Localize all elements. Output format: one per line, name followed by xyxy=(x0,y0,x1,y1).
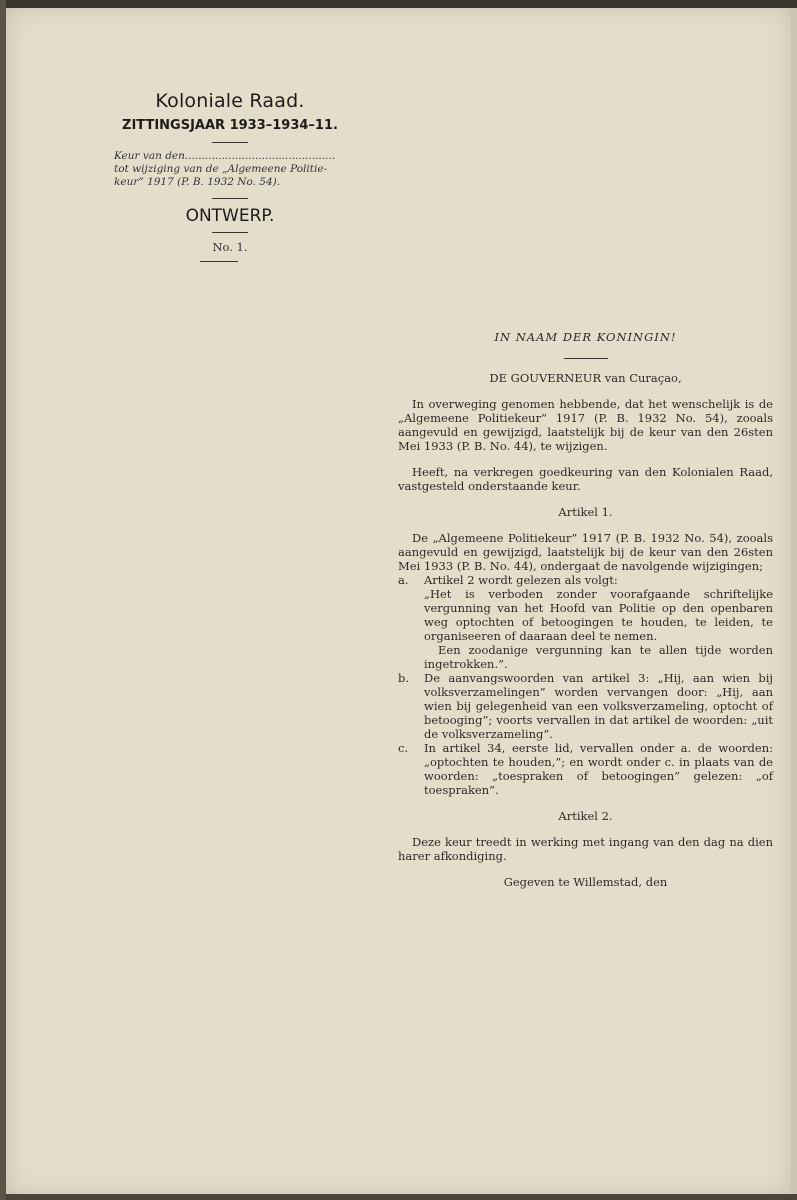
divider xyxy=(564,358,608,359)
document-title: Koloniale Raad. xyxy=(155,90,305,112)
session-year: ZITTINGSJAAR 1933–1934–11. xyxy=(122,118,338,133)
spacer xyxy=(398,863,773,875)
spacer xyxy=(398,453,773,465)
spacer xyxy=(398,385,773,397)
spacer xyxy=(398,493,773,505)
enactment-paragraph: Heeft, na verkregen goedkeuring van den Kolonialen Raad, vastgesteld onderstaande keur. xyxy=(398,465,773,493)
keur-description xyxy=(114,150,354,189)
article-2-text: Deze keur treedt in werking met ingang van den dag na dien harer afkondiging. xyxy=(398,835,773,863)
divider xyxy=(200,261,238,262)
keur-line: Keur van den............................................. xyxy=(114,150,336,162)
item-label: a. xyxy=(398,573,409,587)
spacer xyxy=(398,519,773,531)
keur-line: tot wijziging van de „Algemeene Politie- xyxy=(114,163,328,175)
keur-line: keur” 1917 (P. B. 1932 No. 54). xyxy=(114,176,281,188)
invocation: IN NAAM DER KONINGIN! xyxy=(494,330,677,344)
document-number: No. 1. xyxy=(212,240,248,254)
item-text: Artikel 2 wordt gelezen als volgt: xyxy=(424,573,618,587)
divider xyxy=(212,232,248,233)
article-2-heading: Artikel 2. xyxy=(558,809,613,823)
list-item xyxy=(398,573,773,587)
list-item xyxy=(398,671,773,741)
article-1-heading: Artikel 1. xyxy=(558,505,613,519)
governor-line: DE GOUVERNEUR van Curaçao, xyxy=(489,371,682,385)
signature-line: Gegeven te Willemstad, den xyxy=(503,875,668,889)
quoted-text: „Het is verboden zonder voorafgaande schriftelijke vergunning van het Hoofd van Politie op den openbaren weg optochten of betoogingen te houden, te leiden, te organiseeren of daaraan deel te nemen. xyxy=(424,587,773,643)
article-1-intro: De „Algemeene Politiekeur” 1917 (P. B. 1932 No. 54), zooals aangevuld en gewijzigd, laatstelijk bij de keur van den 26sten Mei 1933 (P. B. No. 44), ondergaat de navolgende wijzigingen; xyxy=(398,531,773,573)
draft-heading: ONTWERP. xyxy=(185,206,275,226)
item-text: In artikel 34, eerste lid, vervallen onder a. de woorden: „optochten te houden,”; en wordt onder c. in plaats van de woorden: „toespraken of betoogingen” gelezen: „of toespraken”. xyxy=(424,741,773,797)
spacer xyxy=(398,823,773,835)
item-label: b. xyxy=(398,671,410,685)
considerans-paragraph: In overweging genomen hebbende, dat het wenschelijk is de „Algemeene Politiekeur” 1917 (P. B. 1932 No. 54), zooals aangevuld en gewijzigd, laatstelijk bij de keur van den 26sten Mei 1933 (P. B. No. 44), te wijzigen. xyxy=(398,397,773,453)
divider xyxy=(212,142,248,143)
decree-text xyxy=(398,330,773,889)
divider xyxy=(212,198,248,199)
spacer xyxy=(398,797,773,809)
item-label: c. xyxy=(398,741,409,755)
list-item xyxy=(398,741,773,797)
item-text: De aanvangswoorden van artikel 3: „Hij, aan wien bij volksverzamelingen” worden vervangen door: „Hij, aan wien bij gelegenheid van een volksverzameling, optocht of betooging”; voorts vervallen in dat artikel de woorden: „uit de volksverzameling”. xyxy=(424,671,773,741)
quoted-text: Een zoodanige vergunning kan te allen tijde worden ingetrokken.”. xyxy=(424,643,773,671)
